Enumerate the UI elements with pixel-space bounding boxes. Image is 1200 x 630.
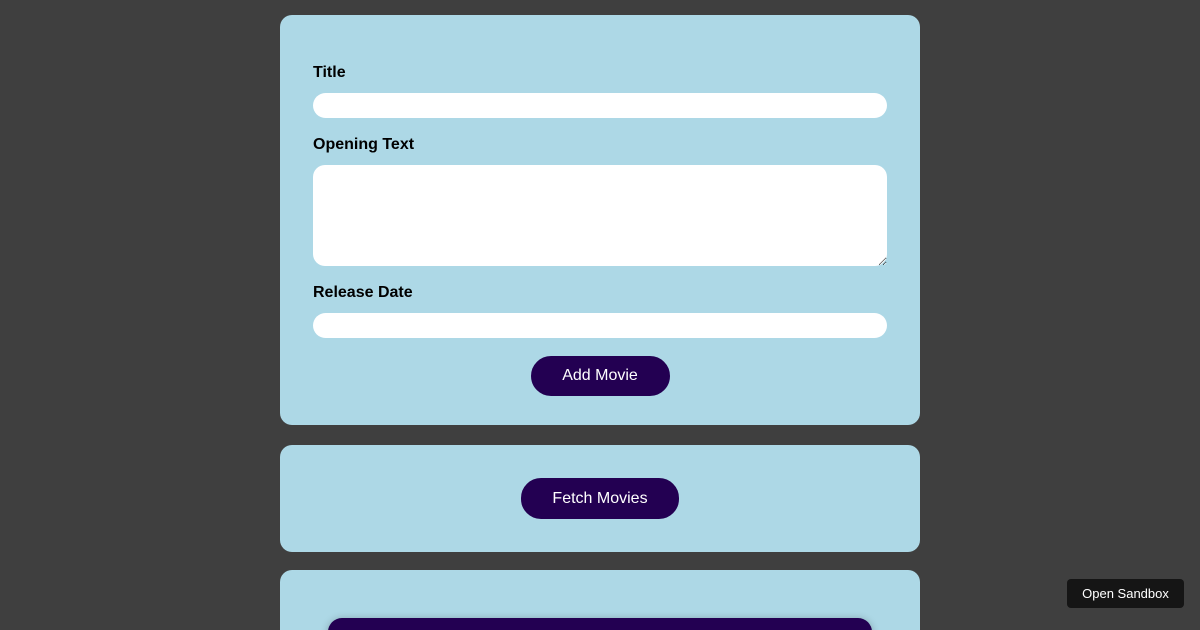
movies-list-card [280,570,920,630]
add-movie-form-card [280,15,920,425]
title-field-group [313,65,887,118]
add-movie-form [313,65,887,396]
movie-list-item [328,618,872,630]
opening-text-label: Opening Text [313,136,415,153]
open-sandbox-button[interactable]: Open Sandbox [1067,579,1184,608]
release-date-input[interactable] [313,313,887,338]
title-input[interactable] [313,93,887,118]
fetch-movies-card [280,445,920,552]
title-label: Title [313,64,346,81]
add-movie-button[interactable]: Add Movie [531,356,670,396]
fetch-movies-button[interactable]: Fetch Movies [521,478,679,519]
opening-text-textarea[interactable] [313,165,887,266]
opening-text-field-group [313,137,887,266]
release-date-field-group [313,285,887,338]
release-date-label: Release Date [313,284,413,301]
